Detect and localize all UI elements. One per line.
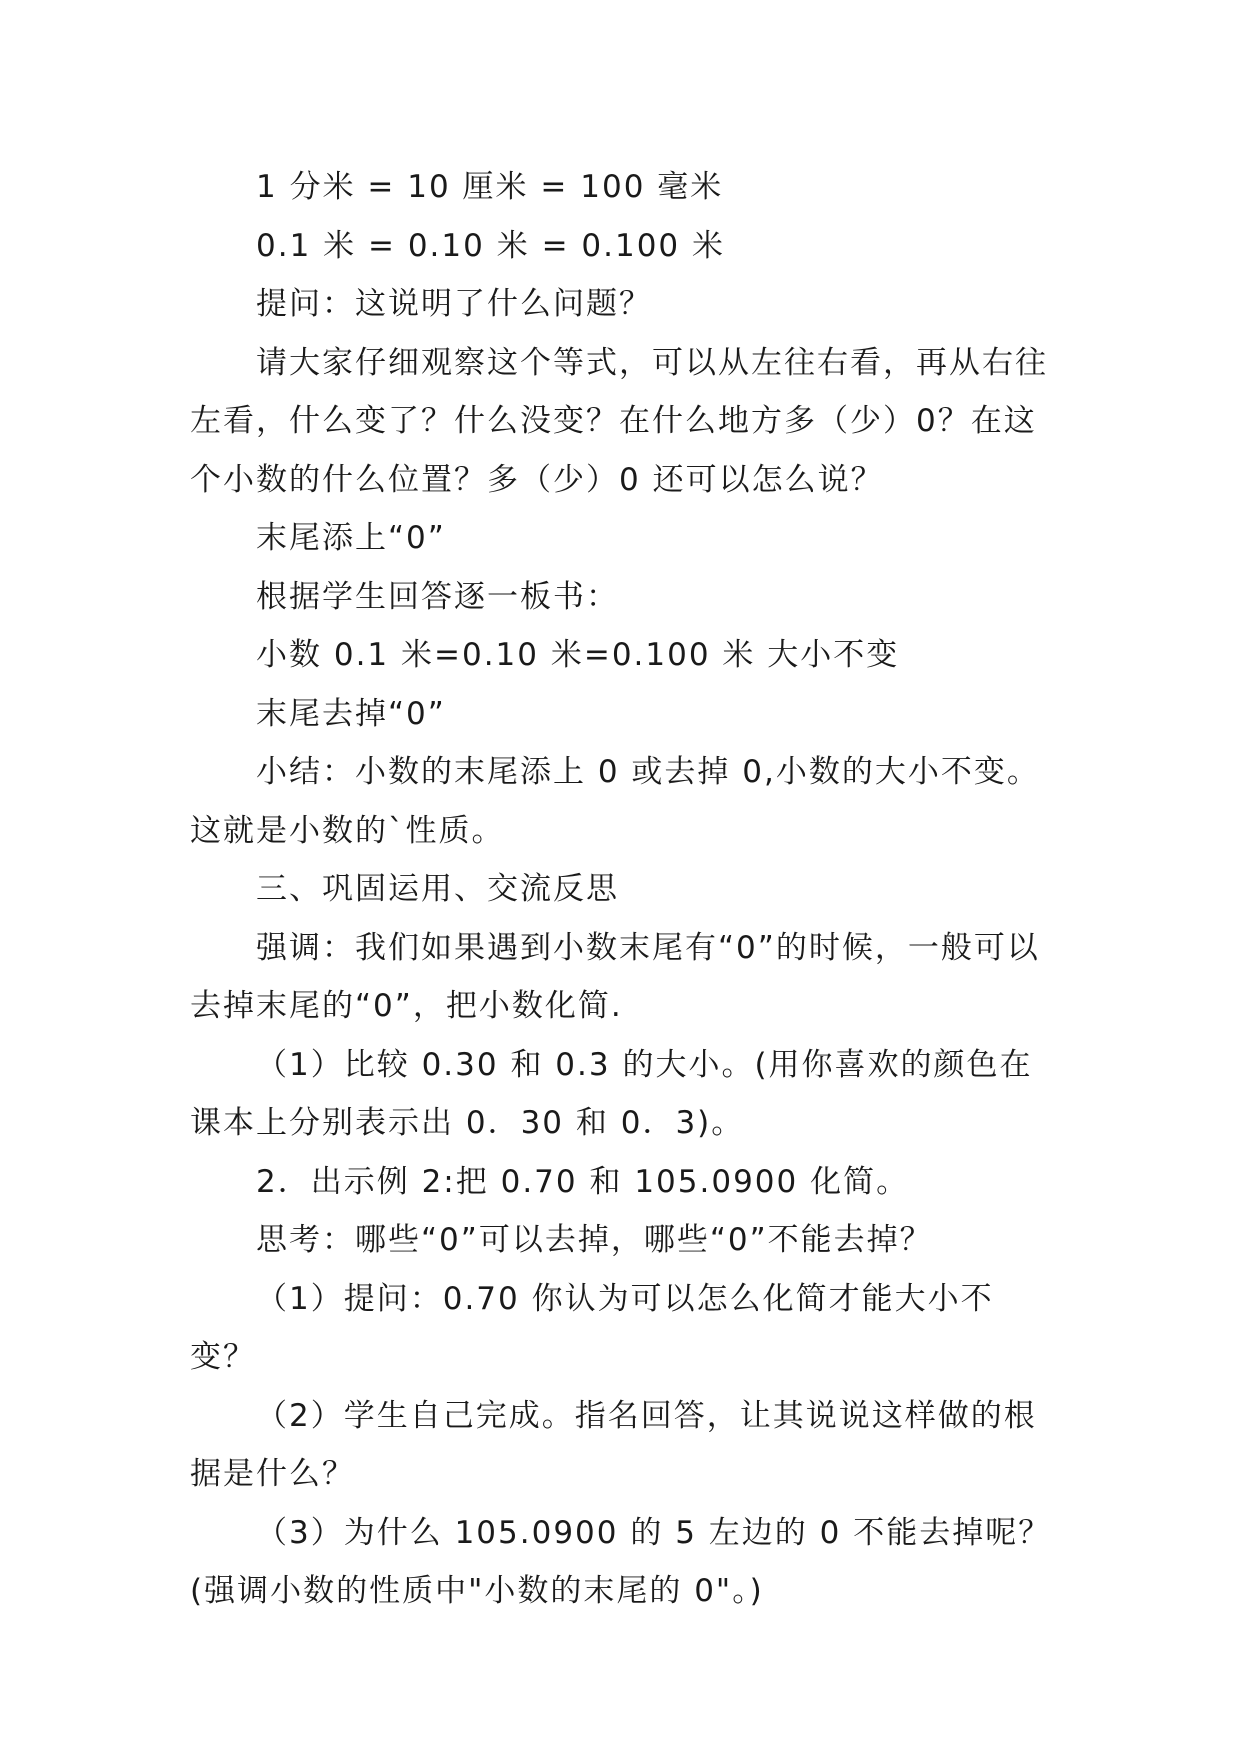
paragraph-why-not-remove: （3）为什么 105.0900 的 5 左边的 0 不能去掉呢？(强调小数的性质中"小数的末尾的 0"。) — [190, 1514, 1052, 1609]
paragraph-add-zero: 末尾添上“0” — [256, 520, 446, 556]
paragraph-summary: 小结：小数的末尾添上 0 或去掉 0,小数的大小不变。这就是小数的`性质。 — [190, 754, 1040, 849]
paragraph-emphasis: 强调：我们如果遇到小数末尾有“0”的时候，一般可以去掉末尾的“0”，把小数化简. — [190, 929, 1040, 1024]
paragraph-decimal-unchanged: 小数 0.1 米=0.10 米=0.100 米 大小不变 — [256, 637, 900, 673]
paragraph-question: 提问：这说明了什么问题？ — [256, 286, 652, 322]
paragraph-compare: （1）比较 0.30 和 0.3 的大小。(用你喜欢的颜色在课本上分别表示出 0．30 和 0．3)。 — [190, 1046, 1033, 1141]
paragraph-unit-conversion: 1 分米 = 10 厘米 = 100 毫米 — [256, 169, 724, 205]
paragraph-decimal-equation: 0.1 米 = 0.10 米 = 0.100 米 — [256, 227, 725, 264]
paragraph-board-writing: 根据学生回答逐一板书： — [256, 578, 619, 615]
paragraph-example-2: 2．出示例 2:把 0.70 和 105.0900 化简。 — [256, 1163, 910, 1200]
paragraph-observe: 请大家仔细观察这个等式，可以从左往右看，再从右往左看，什么变了？什么没变？在什么地方多（少）0？在这个小数的什么位置？多（少）0 还可以怎么说？ — [190, 344, 1048, 498]
paragraph-remove-zero: 末尾去掉“0” — [256, 695, 446, 732]
section-heading-consolidate: 三、巩固运用、交流反思 — [256, 871, 619, 907]
paragraph-think: 思考：哪些“0”可以去掉，哪些“0”不能去掉？ — [256, 1222, 933, 1258]
paragraph-ask-simplify: （1）提问：0.70 你认为可以怎么化简才能大小不变？ — [190, 1280, 994, 1375]
document-body — [190, 158, 1055, 1621]
paragraph-students-complete: （2）学生自己完成。指名回答，让其说说这样做的根据是什么？ — [190, 1397, 1037, 1492]
